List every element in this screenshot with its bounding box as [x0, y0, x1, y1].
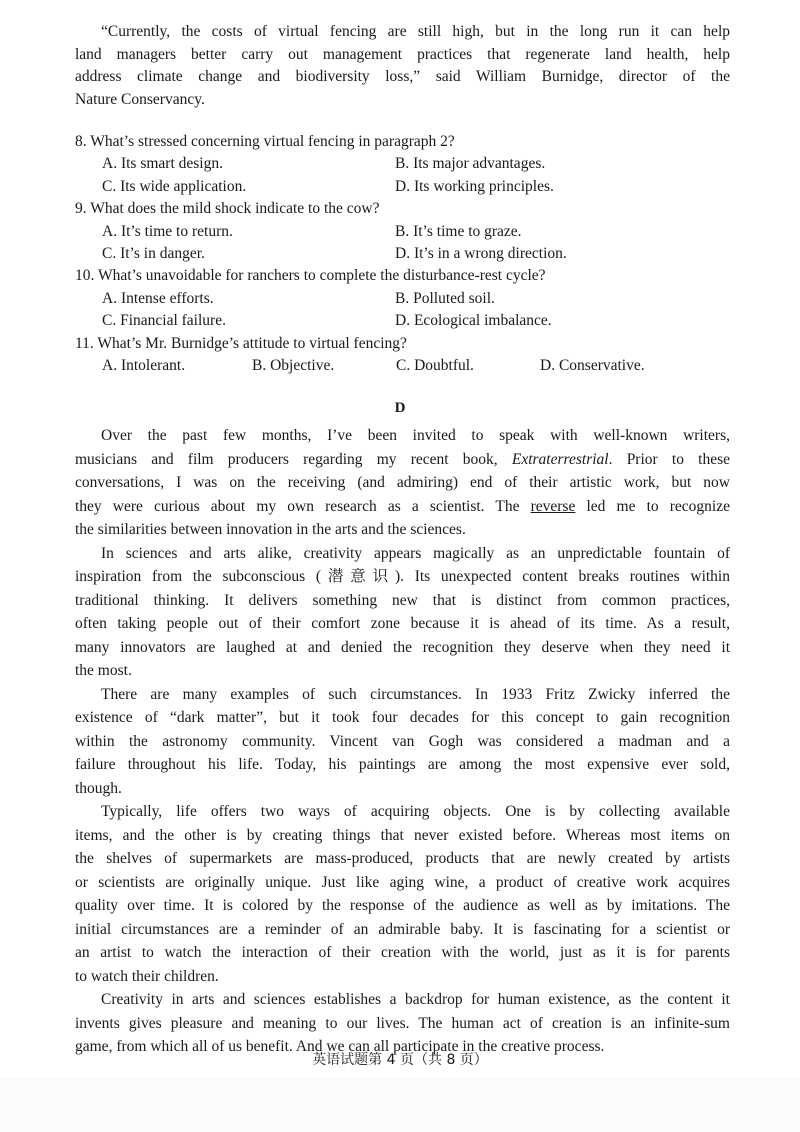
text-line: failure throughout his life. Today, his paintings are among the most expensive ever sold,: [75, 756, 730, 773]
page-bottom-margin: [0, 1078, 800, 1132]
option-d: D. Its working principles.: [395, 177, 554, 195]
option-d: D. It’s in a wrong direction.: [395, 244, 567, 262]
option-c: C. It’s in danger.: [102, 244, 205, 262]
text-line: Creativity in arts and sciences establishes a backdrop for human existence, as the content it: [101, 991, 730, 1008]
text-line: inspiration from the subconscious (潜意识). Its unexpected content breaks routines within: [75, 568, 730, 585]
question-stem: 9. What does the mild shock indicate to the cow?: [75, 200, 380, 218]
option-a: A. It’s time to return.: [102, 222, 233, 240]
option-a: A. Intense efforts.: [102, 289, 214, 307]
question-stem: 11. What’s Mr. Burnidge’s attitude to virtual fencing?: [75, 334, 407, 352]
text-line: address climate change and biodiversity loss,” said William Burnidge, director of the: [75, 68, 730, 86]
text-line: Nature Conservancy.: [75, 90, 205, 108]
text-line: [75, 448, 730, 472]
question-stem: 10. What’s unavoidable for ranchers to complete the disturbance-rest cycle?: [75, 267, 546, 285]
option-b: B. It’s time to graze.: [395, 222, 522, 240]
paragraph-4: [75, 800, 730, 988]
text-line: “Currently, the costs of virtual fencing are still high, but in the long run it can help: [101, 23, 730, 40]
text-segment: they were curious about my own research as a scientist. The: [75, 497, 531, 515]
text-line: the most.: [75, 662, 132, 679]
option-a: A. Intolerant.: [102, 356, 186, 374]
text-line: quality over time. It is colored by the response of the audience as well as by imitations. The: [75, 897, 730, 914]
paragraph-1: [75, 424, 730, 542]
text-line: Over the past few months, I’ve been invited to speak with well-known writers,: [101, 427, 730, 444]
text-line: invents gives pleasure and meaning to our lives. The human act of creation is an infinite-sum: [75, 1014, 730, 1032]
option-c: C. Its wide application.: [102, 177, 247, 195]
section-heading: D: [394, 400, 406, 416]
text-line: many innovators are laughed at and denied the recognition they deserve when they need it: [75, 638, 730, 656]
question-11: [75, 333, 730, 378]
text-segment: musicians and film producers regarding my recent book,: [75, 450, 512, 468]
underlined-word: reverse: [530, 497, 576, 515]
paragraph-3: [75, 683, 730, 801]
text-line: game, from which all of us benefit. And we can all participate in the creative process.: [75, 1038, 605, 1055]
option-a: A. Its smart design.: [102, 155, 223, 173]
text-line: existence of “dark matter”, but it took four decades for this concept to gain recognition: [75, 709, 730, 726]
text-line: There are many examples of such circumstances. In 1933 Fritz Zwicky inferred the: [101, 685, 730, 703]
text-line: land managers better carry out management practices that regenerate land health, help: [75, 45, 730, 63]
option-c: C. Doubtful.: [396, 356, 474, 374]
passage-d: [75, 424, 730, 1059]
text-line: an artist to watch the interaction of their creation with the world, just as it is for parents: [75, 944, 730, 961]
text-line: items, and the other is by creating things that never existed before. Whereas most items on: [75, 826, 730, 844]
question-10: [75, 265, 730, 332]
text-segment: led me to recognize: [575, 497, 730, 515]
text-line: often taking people out of their comfort zone because it is ahead of its time. As a result,: [75, 615, 730, 632]
text-line: the similarities between innovation in the arts and the sciences.: [75, 521, 466, 538]
paragraph-5: [75, 988, 730, 1059]
paragraph-2: [75, 542, 730, 683]
option-d: D. Conservative.: [540, 356, 645, 374]
text-segment: . Prior to these: [608, 450, 730, 468]
book-title: Extraterrestrial: [511, 450, 609, 468]
option-c: C. Financial failure.: [102, 312, 226, 330]
option-b: B. Objective.: [252, 356, 335, 374]
option-b: B. Its major advantages.: [395, 155, 546, 173]
text-line: Typically, life offers two ways of acquiring objects. One is by collecting available: [101, 803, 730, 820]
option-d: D. Ecological imbalance.: [395, 312, 552, 330]
text-line: the shelves of supermarkets are mass-produced, products that are newly created by artists: [75, 850, 730, 867]
text-line: to watch their children.: [75, 967, 219, 985]
text-line: In sciences and arts alike, creativity appears magically as an unpredictable fountain of: [101, 544, 730, 562]
text-line: traditional thinking. It delivers something new that is distinct from common practices,: [75, 591, 730, 609]
text-line: within the astronomy community. Vincent van Gogh was considered a madman and a: [75, 732, 730, 750]
text-line: or scientists are originally unique. Just like aging wine, a product of creative work acquires: [75, 873, 730, 891]
page-footer: 英语试题第 4 页（共 8 页）: [312, 1052, 488, 1068]
text-line: [75, 495, 730, 519]
text-line: though.: [75, 779, 122, 797]
text-line: initial circumstances are a reminder of an admirable baby. It is fascinating for a scientist or: [75, 920, 730, 938]
text-line: conversations, I was on the receiving (and admiring) end of their artistic work, but now: [75, 474, 730, 491]
question-9: [75, 198, 730, 265]
questions: [75, 131, 730, 377]
option-b: B. Polluted soil.: [395, 289, 495, 307]
question-stem: 8. What’s stressed concerning virtual fencing in paragraph 2?: [75, 133, 455, 150]
quote-paragraph: [75, 21, 730, 111]
question-8: [75, 131, 730, 198]
